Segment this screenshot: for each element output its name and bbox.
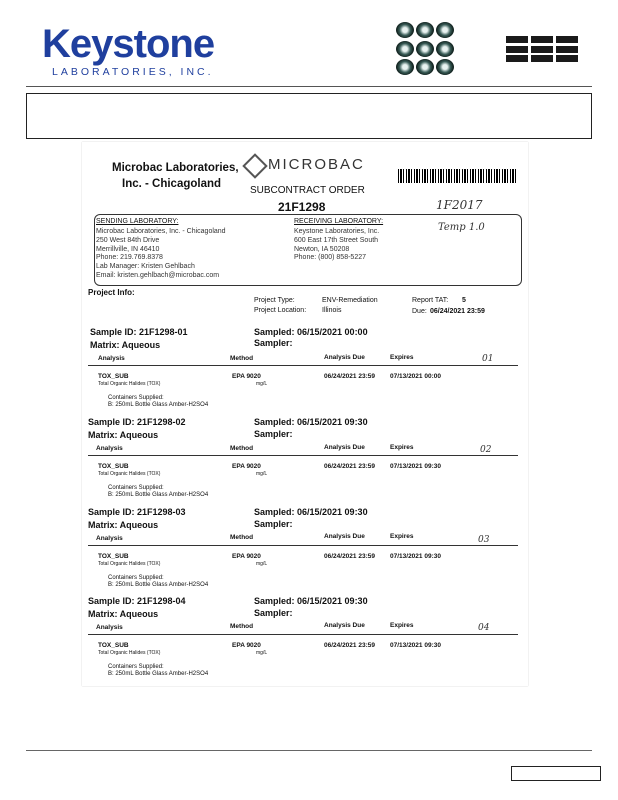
sample-id: Sample ID: 21F1298-03	[88, 507, 186, 517]
column-header-expires: Expires	[390, 444, 414, 451]
address-line: Lab Manager: Kristen Gehlbach	[96, 263, 195, 271]
column-header-analysis: Analysis	[96, 535, 123, 542]
unit: mg/L	[256, 381, 268, 387]
unit: mg/L	[256, 650, 268, 656]
sample-block	[82, 507, 528, 597]
containers-label: Containers Supplied:	[108, 485, 164, 491]
column-header-expires: Expires	[390, 533, 414, 540]
analysis-description: Total Organic Halides (TOX)	[98, 561, 161, 567]
handwritten-sample-number: 04	[478, 623, 490, 633]
address-line: Newton, IA 50208	[294, 245, 350, 253]
address-line: Microbac Laboratories, Inc. - Chicagoland	[96, 228, 226, 235]
analysis-description: Total Organic Halides (TOX)	[98, 471, 161, 477]
column-header-analysis-due: Analysis Due	[324, 533, 365, 540]
seal-icon	[396, 41, 414, 57]
company-name-line2: Inc. - Chicagoland	[122, 178, 222, 190]
container-description: B: 250mL Bottle Glass Amber-H2SO4	[108, 582, 209, 588]
container-description: B: 250mL Bottle Glass Amber-H2SO4	[108, 492, 209, 498]
handwritten-sample-number: 02	[480, 445, 492, 455]
column-header-analysis: Analysis	[96, 445, 123, 452]
matrix-label: Matrix: Aqueous	[88, 430, 159, 440]
badge-icon	[506, 46, 528, 53]
column-divider	[88, 455, 518, 456]
analysis-description: Total Organic Halides (TOX)	[98, 381, 161, 387]
address-line: 600 East 17th Street South	[294, 236, 379, 244]
column-header-analysis-due: Analysis Due	[324, 622, 365, 629]
sampled-date: Sampled: 06/15/2021 09:30	[254, 596, 368, 606]
containers-label: Containers Supplied:	[108, 575, 164, 581]
analysis-code: TOX_SUB	[98, 642, 129, 649]
project-info-label: Project Info:	[88, 288, 135, 297]
column-header-analysis: Analysis	[98, 355, 125, 362]
container-description: B: 250mL Bottle Glass Amber-H2SO4	[108, 671, 209, 677]
sending-lab-address	[96, 228, 226, 281]
address-line: Email: kristen.gehlbach@microbac.com	[96, 271, 220, 279]
column-header-method: Method	[230, 534, 254, 541]
column-divider	[88, 365, 518, 366]
analysis-due-date: 06/24/2021 23:59	[324, 553, 375, 560]
seal-icon	[436, 41, 454, 57]
badge-icon	[556, 46, 578, 53]
scanned-subcontract-order	[82, 142, 528, 686]
report-tat-value: 5	[462, 297, 466, 304]
containers-label: Containers Supplied:	[108, 664, 164, 670]
due-value: 06/24/2021 23:59	[430, 308, 485, 315]
sample-block	[82, 417, 528, 507]
sampled-date: Sampled: 06/15/2021 00:00	[254, 327, 368, 337]
microbac-logo-icon	[242, 153, 267, 178]
order-number: 21F1298	[278, 200, 326, 214]
handwritten-sample-number: 03	[478, 535, 490, 545]
matrix-label: Matrix: Aqueous	[90, 340, 161, 350]
badge-icon	[506, 55, 528, 62]
address-line: Phone: (800) 858-5227	[294, 254, 366, 262]
notice-box	[26, 93, 592, 139]
keystone-logo: Keystone	[42, 22, 215, 66]
column-divider	[88, 634, 518, 635]
certification-seals	[396, 22, 456, 76]
matrix-label: Matrix: Aqueous	[88, 609, 159, 619]
badge-icon	[531, 46, 553, 53]
due-label: Due:	[412, 308, 427, 315]
project-location-label: Project Location:	[254, 307, 307, 314]
seal-icon	[436, 22, 454, 38]
badge-icon	[531, 55, 553, 62]
analysis-code: TOX_SUB	[98, 553, 129, 560]
sampled-date: Sampled: 06/15/2021 09:30	[254, 417, 368, 427]
handwritten-sample-number: 01	[482, 354, 494, 364]
column-header-analysis-due: Analysis Due	[324, 354, 365, 361]
container-description: B: 250mL Bottle Glass Amber-H2SO4	[108, 402, 209, 408]
project-type-value: ENV-Remediation	[322, 297, 378, 304]
expires-date: 07/13/2021 09:30	[390, 642, 441, 649]
barcode-icon	[398, 169, 518, 183]
order-title: SUBCONTRACT ORDER	[250, 185, 365, 196]
handwritten-id: 1F2017	[436, 198, 483, 212]
sample-block	[82, 327, 528, 417]
badge-icon	[556, 36, 578, 43]
address-line: Merrillville, IN 46410	[96, 245, 160, 253]
sending-lab-label: SENDING LABORATORY:	[96, 218, 179, 225]
report-tat-label: Report TAT:	[412, 297, 449, 304]
footer-divider	[26, 750, 592, 751]
unit: mg/L	[256, 471, 268, 477]
sampler-label: Sampler:	[254, 608, 293, 618]
accreditation-badges	[506, 36, 578, 63]
sample-id: Sample ID: 21F1298-02	[88, 417, 186, 427]
method: EPA 9020	[232, 373, 261, 380]
seal-icon	[396, 22, 414, 38]
expires-date: 07/13/2021 00:00	[390, 373, 441, 380]
analysis-code: TOX_SUB	[98, 463, 129, 470]
address-line: 250 West 84th Drive	[96, 236, 160, 244]
column-header-analysis: Analysis	[96, 624, 123, 631]
project-location-value: Illinois	[322, 307, 342, 314]
matrix-label: Matrix: Aqueous	[88, 520, 159, 530]
unit: mg/L	[256, 561, 268, 567]
sample-id: Sample ID: 21F1298-04	[88, 596, 186, 606]
sampler-label: Sampler:	[254, 338, 293, 348]
badge-icon	[531, 36, 553, 43]
column-divider	[88, 545, 518, 546]
sampled-date: Sampled: 06/15/2021 09:30	[254, 507, 368, 517]
badge-icon	[556, 55, 578, 62]
badge-icon	[506, 36, 528, 43]
seal-icon	[416, 41, 434, 57]
sampler-label: Sampler:	[254, 429, 293, 439]
sample-id: Sample ID: 21F1298-01	[90, 327, 188, 337]
receiving-lab-label: RECEIVING LABORATORY:	[294, 218, 384, 225]
column-header-expires: Expires	[390, 354, 414, 361]
expires-date: 07/13/2021 09:30	[390, 463, 441, 470]
column-header-analysis-due: Analysis Due	[324, 444, 365, 451]
seal-icon	[436, 59, 454, 75]
column-header-method: Method	[230, 445, 254, 452]
analysis-code: TOX_SUB	[98, 373, 129, 380]
column-header-method: Method	[230, 355, 254, 362]
method: EPA 9020	[232, 553, 261, 560]
sample-block	[82, 596, 528, 686]
header-divider	[26, 86, 592, 87]
containers-label: Containers Supplied:	[108, 395, 164, 401]
analysis-due-date: 06/24/2021 23:59	[324, 373, 375, 380]
receiving-lab-address	[294, 228, 379, 263]
column-header-method: Method	[230, 623, 254, 630]
project-type-label: Project Type:	[254, 297, 295, 304]
address-line: Keystone Laboratories, Inc.	[294, 228, 380, 235]
handwritten-temp: Temp 1.0	[438, 222, 485, 233]
address-line: Phone: 219.769.8378	[96, 254, 163, 262]
seal-icon	[416, 59, 434, 75]
seal-icon	[416, 22, 434, 38]
expires-date: 07/13/2021 09:30	[390, 553, 441, 560]
microbac-logo: MICROBAC	[268, 156, 365, 173]
analysis-description: Total Organic Halides (TOX)	[98, 650, 161, 656]
method: EPA 9020	[232, 463, 261, 470]
company-name-line1: Microbac Laboratories,	[112, 162, 239, 174]
keystone-logo-subtitle: LABORATORIES, INC.	[52, 66, 214, 78]
sampler-label: Sampler:	[254, 519, 293, 529]
method: EPA 9020	[232, 642, 261, 649]
analysis-due-date: 06/24/2021 23:59	[324, 642, 375, 649]
column-header-expires: Expires	[390, 622, 414, 629]
page-number-box	[511, 766, 601, 781]
analysis-due-date: 06/24/2021 23:59	[324, 463, 375, 470]
seal-icon	[396, 59, 414, 75]
